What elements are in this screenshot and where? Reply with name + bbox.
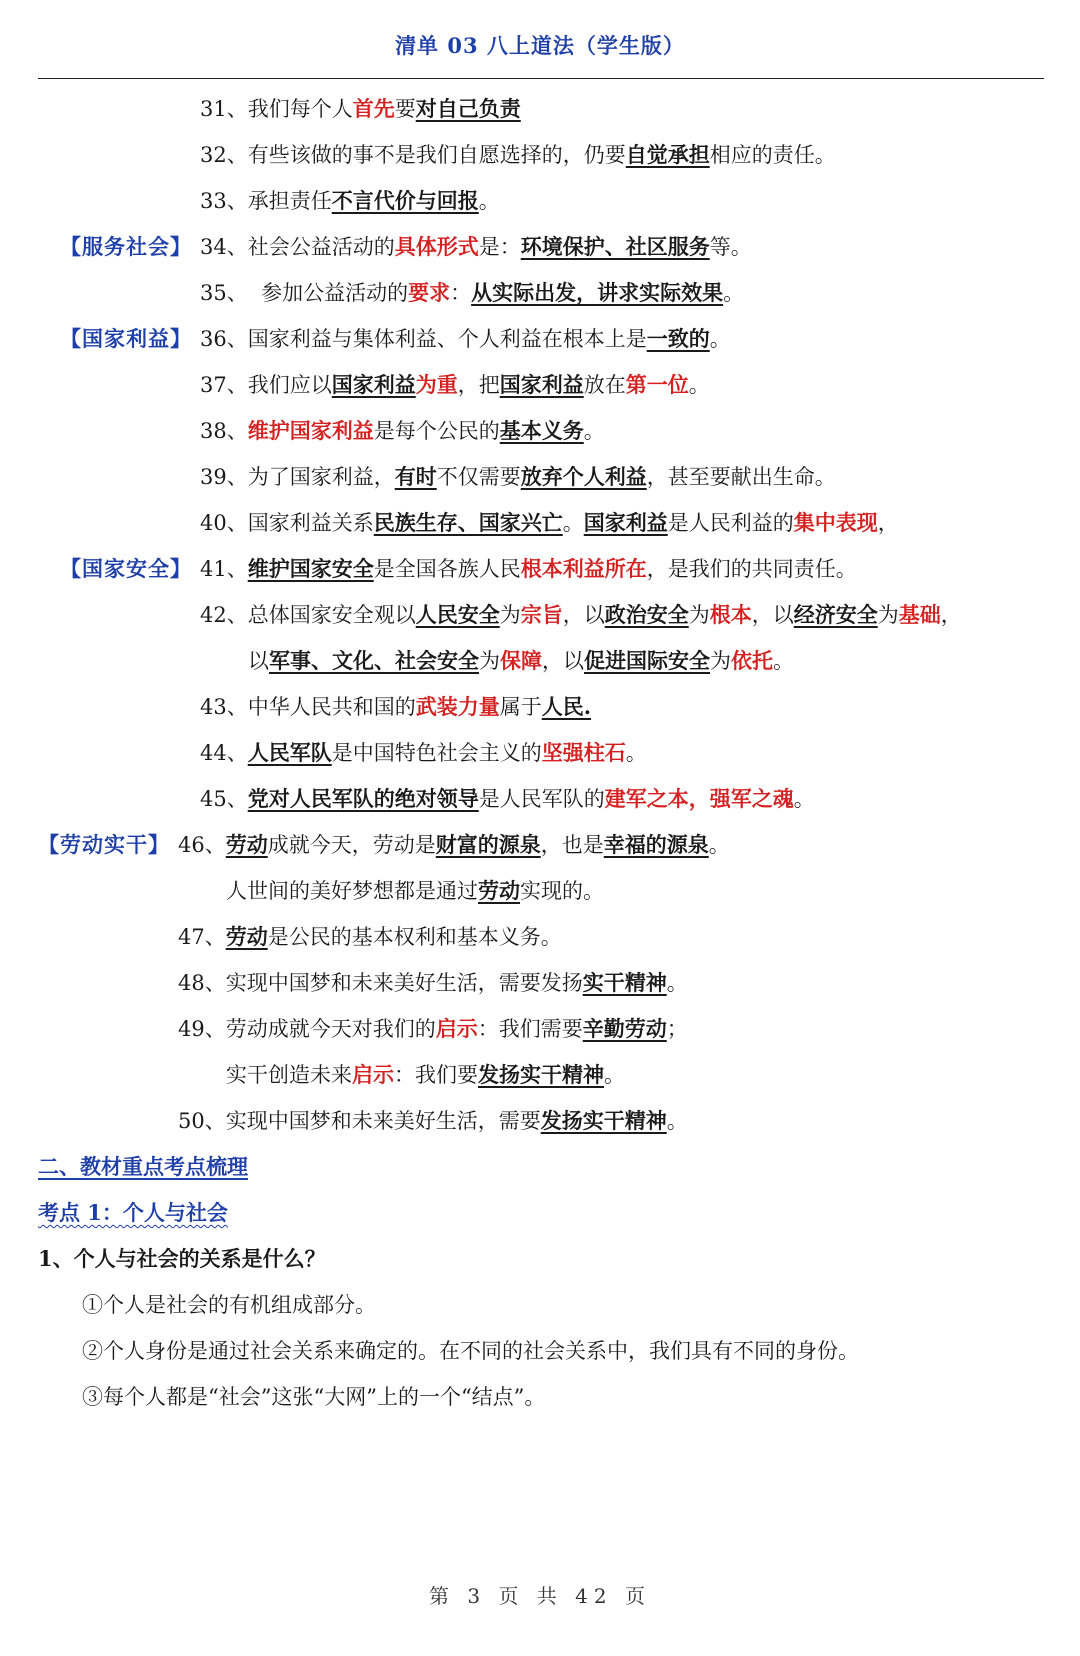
text: 为 xyxy=(499,603,521,627)
keyword-red: 基础 xyxy=(898,602,941,627)
point-heading-row xyxy=(0,1190,1080,1236)
text: ：我们需要 xyxy=(477,1017,583,1041)
text: 不仅需要 xyxy=(436,465,521,489)
text: 。 xyxy=(723,281,745,305)
answer-row-3 xyxy=(0,1374,1080,1420)
keyword-underlined: 发扬实干精神 xyxy=(540,1108,667,1133)
page-header-title: 清单 03 八上道法（学生版） xyxy=(395,33,685,58)
keyword-underlined: 基本义务 xyxy=(499,418,584,443)
list-item-34 xyxy=(0,224,1080,270)
text: 是人民军队的 xyxy=(478,787,605,811)
keyword-red: 宗旨 xyxy=(520,602,563,627)
text: 。 xyxy=(709,327,731,351)
text: 。 xyxy=(583,419,605,443)
text: 。 xyxy=(666,1109,688,1133)
item-32-text xyxy=(200,132,836,178)
item-46-text-cont xyxy=(226,868,604,914)
text: 总体国家安全观以 xyxy=(247,603,416,627)
list-item-42 xyxy=(0,592,1080,638)
item-48-text xyxy=(178,960,688,1006)
text: 我们每个人 xyxy=(247,97,353,121)
keyword-underlined: 放弃个人利益 xyxy=(520,464,647,489)
keyword-red: 根本利益所在 xyxy=(520,556,647,581)
item-number: 42、 xyxy=(200,603,248,627)
text: 。 xyxy=(625,741,647,765)
item-33-text xyxy=(200,178,500,224)
keyword-underlined: 国家利益 xyxy=(583,510,668,535)
item-49-text xyxy=(178,1006,688,1052)
list-item-43 xyxy=(0,684,1080,730)
text: 是： xyxy=(478,235,521,259)
item-37-text xyxy=(200,362,710,408)
category-tag-service: 【服务社会】 xyxy=(60,234,192,259)
question-row xyxy=(0,1236,1080,1282)
category-tag-national-interest: 【国家利益】 xyxy=(60,326,192,351)
text: ，是我们的共同责任。 xyxy=(646,557,857,581)
question-title: 1、个人与社会的关系是什么？ xyxy=(38,1246,326,1271)
item-46-text xyxy=(178,822,730,868)
text: ， xyxy=(877,511,899,535)
item-number: 45、 xyxy=(200,787,248,811)
text: 。 xyxy=(793,787,815,811)
keyword-red: 坚强柱石 xyxy=(541,740,626,765)
text: 我们应以 xyxy=(247,373,332,397)
item-number: 41、 xyxy=(200,557,248,581)
keyword-red: 根本 xyxy=(709,602,752,627)
answer-row-1 xyxy=(0,1282,1080,1328)
keyword-underlined: 国家利益 xyxy=(499,372,584,397)
text: ： xyxy=(450,281,472,305)
keyword-red: 具体形式 xyxy=(394,234,479,259)
keyword-red: 要求 xyxy=(408,280,451,305)
text: 国家利益与集体利益、个人利益在根本上是 xyxy=(247,327,647,351)
list-item-33 xyxy=(0,178,1080,224)
text: ； xyxy=(666,1017,688,1041)
keyword-red: 武装力量 xyxy=(415,694,500,719)
text: 社会公益活动的 xyxy=(247,235,395,259)
keyword-red: 启示 xyxy=(352,1062,394,1087)
item-47-text xyxy=(178,914,562,960)
text: 。 xyxy=(688,373,710,397)
text: 是人民利益的 xyxy=(667,511,794,535)
item-number: 37、 xyxy=(200,373,248,397)
text: 实现的。 xyxy=(520,879,604,903)
text: 有些该做的事不是我们自愿选择的，仍要 xyxy=(247,143,626,167)
keyword-underlined: 人民军队 xyxy=(247,740,332,765)
section-heading: 二、教材重点考点梳理 xyxy=(38,1154,248,1179)
item-42-text-cont xyxy=(248,638,794,684)
text: 。 xyxy=(604,1063,625,1087)
text: 为 xyxy=(479,649,500,673)
item-49-text-cont xyxy=(226,1052,625,1098)
text: 等。 xyxy=(709,235,752,259)
keyword-underlined: 劳动 xyxy=(225,832,268,857)
list-item-38 xyxy=(0,408,1080,454)
item-number: 39、 xyxy=(200,465,248,489)
item-34-text xyxy=(200,224,752,270)
text: 是全国各族人民 xyxy=(373,557,521,581)
text: 放在 xyxy=(583,373,626,397)
text: 人世间的美好梦想都是通过 xyxy=(226,879,478,903)
keyword-underlined: 人民. xyxy=(541,694,592,719)
text: ，以 xyxy=(751,603,794,627)
keyword-underlined: 国家利益 xyxy=(331,372,416,397)
item-number: 34、 xyxy=(200,235,248,259)
keyword-red: 维护国家利益 xyxy=(247,418,374,443)
text: 国家利益关系 xyxy=(247,511,374,535)
category-tag-national-security: 【国家安全】 xyxy=(60,556,192,581)
keyword-underlined: 一致的 xyxy=(646,326,710,351)
text: 为 xyxy=(688,603,710,627)
keyword-red: 集中表现 xyxy=(793,510,878,535)
text: ，把 xyxy=(457,373,500,397)
keyword-underlined: 发扬实干精神 xyxy=(478,1062,604,1087)
item-31-text xyxy=(200,86,521,132)
keyword-underlined: 人民安全 xyxy=(415,602,500,627)
text: ，也是 xyxy=(540,833,604,857)
text: 相应的责任。 xyxy=(709,143,836,167)
list-item-39 xyxy=(0,454,1080,500)
list-item-46-continued xyxy=(0,868,1080,914)
text: ，以 xyxy=(562,603,605,627)
item-44-text xyxy=(200,730,647,776)
section-heading-row xyxy=(0,1144,1080,1190)
keyword-underlined: 民族生存、国家兴亡 xyxy=(373,510,563,535)
item-number: 50、 xyxy=(178,1109,226,1133)
keyword-underlined: 环境保护、社区服务 xyxy=(520,234,710,259)
text: ，以 xyxy=(542,649,584,673)
item-45-text xyxy=(200,776,815,822)
page-footer: 第 3 页 共 42 页 xyxy=(429,1584,651,1608)
keyword-red: 第一位 xyxy=(625,372,689,397)
text: 实干创造未来 xyxy=(226,1063,352,1087)
keyword-underlined: 财富的源泉 xyxy=(435,832,541,857)
keyword-underlined: 幸福的源泉 xyxy=(603,832,709,857)
text: 。 xyxy=(773,649,794,673)
list-item-36 xyxy=(0,316,1080,362)
keyword-underlined: 不言代价与回报 xyxy=(331,188,479,213)
list-item-35 xyxy=(0,270,1080,316)
keyword-underlined: 实干精神 xyxy=(582,970,667,995)
keyword-red: 建军之本，强军之魂 xyxy=(604,786,794,811)
point-heading: 考点 1：个人与社会 xyxy=(38,1200,228,1225)
text: 承担责任 xyxy=(247,189,332,213)
text: 。 xyxy=(666,971,688,995)
item-number: 35、 xyxy=(200,281,248,305)
text: 要 xyxy=(394,97,416,121)
item-number: 49、 xyxy=(178,1017,226,1041)
answer-item: ①个人是社会的有机组成部分。 xyxy=(82,1293,376,1317)
text: 是每个公民的 xyxy=(373,419,500,443)
keyword-underlined: 维护国家安全 xyxy=(247,556,374,581)
text: 中华人民共和国的 xyxy=(247,695,416,719)
item-number: 47、 xyxy=(178,925,226,949)
item-number: 40、 xyxy=(200,511,248,535)
item-36-text xyxy=(200,316,731,362)
list-item-40 xyxy=(0,500,1080,546)
text: ，甚至要献出生命。 xyxy=(646,465,836,489)
keyword-underlined: 促进国际安全 xyxy=(584,648,710,673)
keyword-underlined: 政治安全 xyxy=(604,602,689,627)
list-item-49-continued xyxy=(0,1052,1080,1098)
keyword-underlined: 从实际出发，讲求实际效果 xyxy=(471,280,724,305)
list-item-46 xyxy=(0,822,1080,868)
item-number: 36、 xyxy=(200,327,248,351)
list-item-37 xyxy=(0,362,1080,408)
keyword-underlined: 经济安全 xyxy=(793,602,878,627)
list-item-32 xyxy=(0,132,1080,178)
keyword-red: 依托 xyxy=(731,648,773,673)
keyword-underlined: 党对人民军队的绝对领导 xyxy=(247,786,479,811)
item-43-text xyxy=(200,684,591,730)
list-item-48 xyxy=(0,960,1080,1006)
item-35-text xyxy=(200,270,744,316)
keyword-underlined: 辛勤劳动 xyxy=(582,1016,667,1041)
content-area xyxy=(0,86,1080,1420)
list-item-45 xyxy=(0,776,1080,822)
text: 实现中国梦和未来美好生活，需要发扬 xyxy=(225,971,583,995)
item-42-text xyxy=(200,592,962,638)
text: 。 xyxy=(708,833,730,857)
keyword-red: 保障 xyxy=(500,648,542,673)
text: 以 xyxy=(248,649,269,673)
item-38-text xyxy=(200,408,605,454)
item-number: 38、 xyxy=(200,419,248,443)
item-number: 32、 xyxy=(200,143,248,167)
text: 。 xyxy=(562,511,584,535)
item-50-text xyxy=(178,1098,688,1144)
text: 成就今天，劳动是 xyxy=(267,833,436,857)
list-item-49 xyxy=(0,1006,1080,1052)
text: 是公民的基本权利和基本义务。 xyxy=(267,925,562,949)
category-tag-labor: 【劳动实干】 xyxy=(38,832,170,857)
keyword-red: 启示 xyxy=(435,1016,478,1041)
item-number: 31、 xyxy=(200,97,248,121)
answer-item: ③每个人都是“社会”这张“大网”上的一个“结点”。 xyxy=(82,1385,546,1409)
keyword-underlined: 自觉承担 xyxy=(625,142,710,167)
list-item-47 xyxy=(0,914,1080,960)
item-number: 43、 xyxy=(200,695,248,719)
text: ， xyxy=(940,603,962,627)
answer-row-2 xyxy=(0,1328,1080,1374)
text: 实现中国梦和未来美好生活，需要 xyxy=(225,1109,541,1133)
answer-item: ②个人身份是通过社会关系来确定的。在不同的社会关系中，我们具有不同的身份。 xyxy=(82,1339,859,1363)
item-40-text xyxy=(200,500,899,546)
item-number: 33、 xyxy=(200,189,248,213)
keyword-underlined: 对自己负责 xyxy=(415,96,521,121)
list-item-41 xyxy=(0,546,1080,592)
keyword-underlined: 劳动 xyxy=(478,878,520,903)
text: 为 xyxy=(710,649,731,673)
item-41-text xyxy=(200,546,857,592)
list-item-44 xyxy=(0,730,1080,776)
item-number: 46、 xyxy=(178,833,226,857)
list-item-50 xyxy=(0,1098,1080,1144)
item-39-text xyxy=(200,454,836,500)
list-item-31 xyxy=(0,86,1080,132)
text: ：我们要 xyxy=(394,1063,478,1087)
text: 。 xyxy=(478,189,500,213)
header-divider xyxy=(38,78,1044,79)
text: 参加公益活动的 xyxy=(261,281,409,305)
keyword-underlined: 有时 xyxy=(394,464,437,489)
text: 为了国家利益， xyxy=(247,465,395,489)
item-number: 44、 xyxy=(200,741,248,765)
text: 劳动成就今天对我们的 xyxy=(225,1017,436,1041)
keyword-red: 首先 xyxy=(352,96,395,121)
text: 属于 xyxy=(499,695,542,719)
text: 为 xyxy=(877,603,899,627)
list-item-42-continued xyxy=(0,638,1080,684)
keyword-underlined: 军事、文化、社会安全 xyxy=(269,648,479,673)
keyword-underlined: 劳动 xyxy=(225,924,268,949)
item-number: 48、 xyxy=(178,971,226,995)
keyword-red: 为重 xyxy=(415,372,458,397)
text: 是中国特色社会主义的 xyxy=(331,741,542,765)
